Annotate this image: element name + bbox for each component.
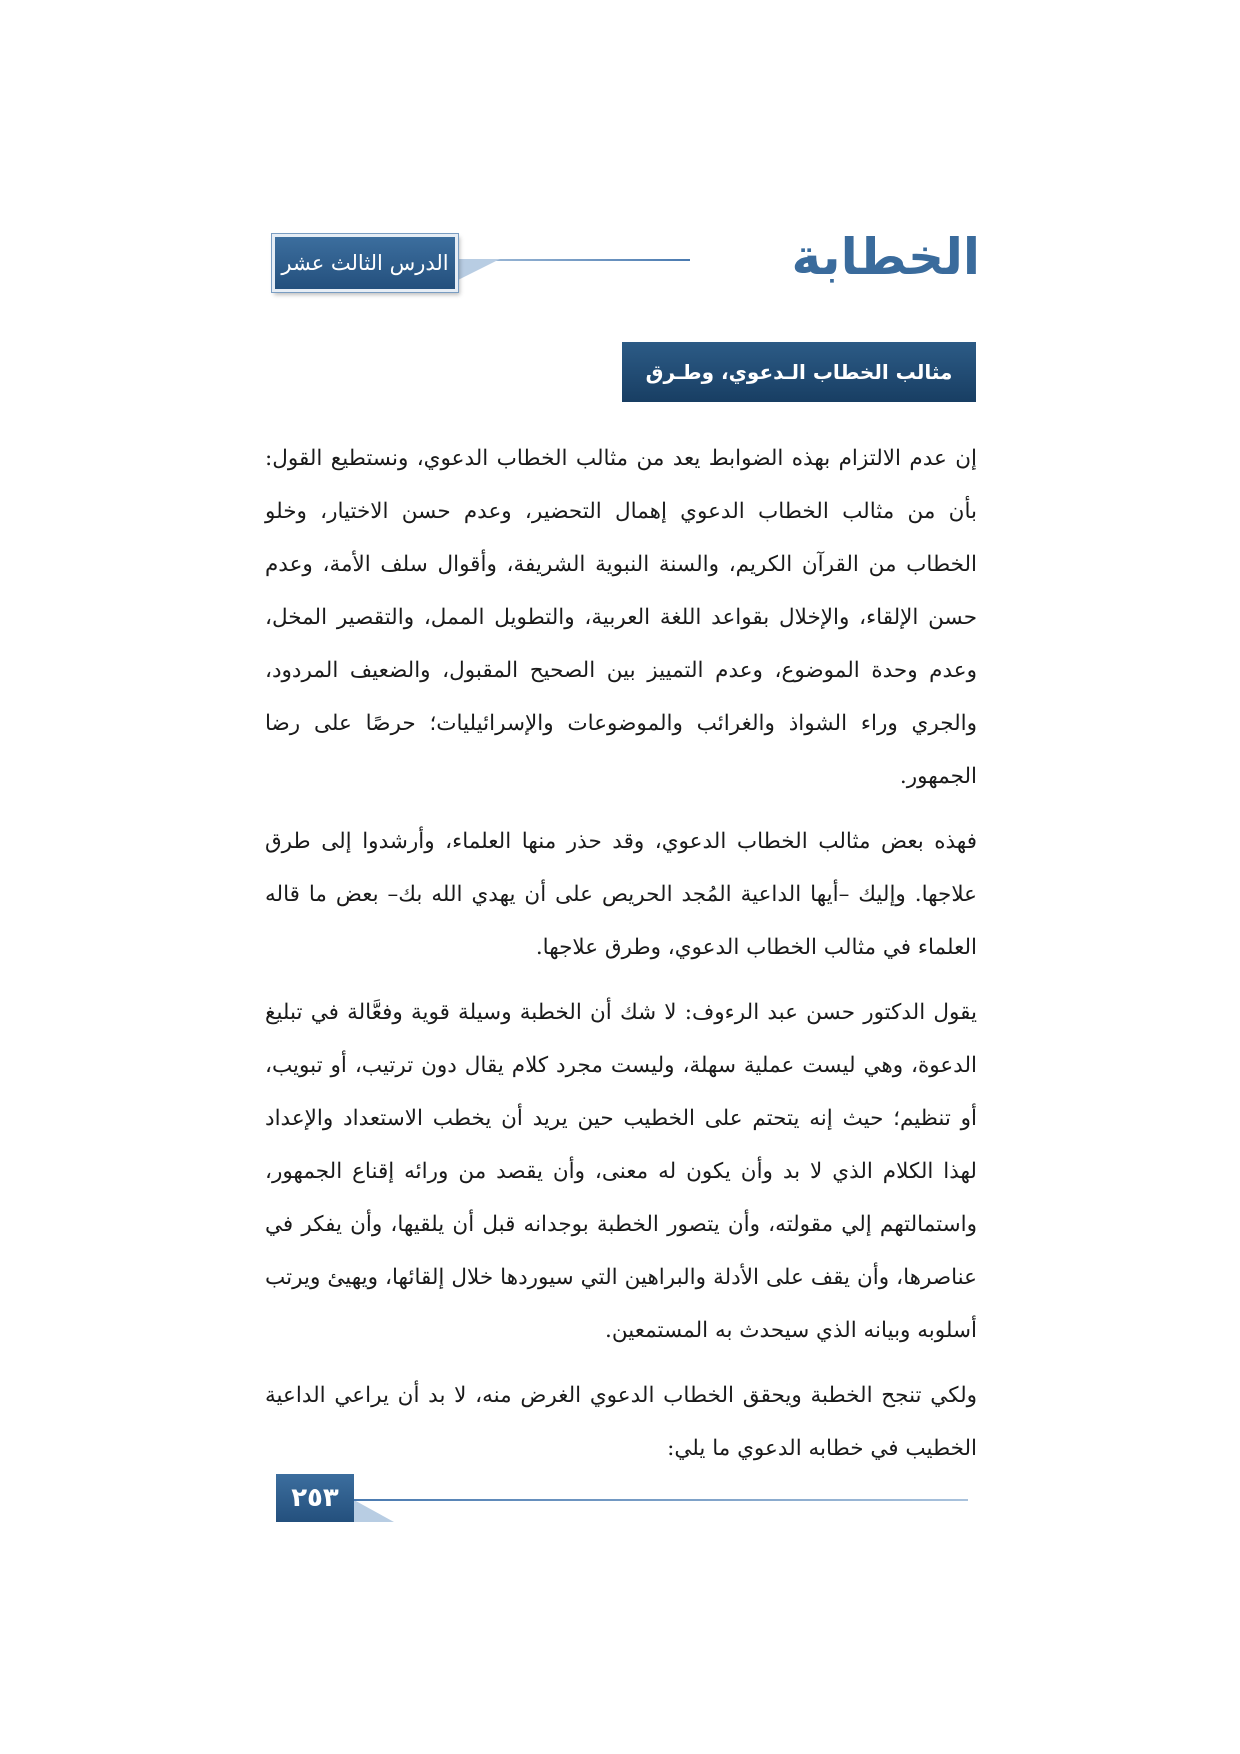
footer-wedge [354, 1500, 394, 1522]
page-number: ٢٥٣ [276, 1474, 354, 1522]
section-heading: مثالب الخطاب الـدعوي، وطـرق علاجها [622, 342, 976, 402]
lesson-badge: الدرس الثالث عشر [272, 234, 458, 292]
paragraph: إن عدم الالتزام بهذه الضوابط يعد من مثالب الخطاب الدعوي، ونستطيع القول: بأن من مثالب الخطاب الدعوي إهمال التحضير، وعدم حسن الاختيار، وخلو الخطاب من القرآن الكريم، والسنة النبوية الشريفة، وأقوال سلف الأمة، وعدم حسن الإلقاء، والإخلال بقواعد اللغة العربية، والتطويل الممل، والتقصير المخل، وعدم وحدة الموضوع، وعدم التمييز بين الصحيح المقبول، والضعيف المردود، والجري وراء الشواذ والغرائب والموضوعات والإسرائيليات؛ حرصًا على رضا الجمهور. [265, 446, 977, 789]
header-wedge [452, 259, 500, 283]
footer-divider [354, 1499, 968, 1501]
paragraph: فهذه بعض مثالب الخطاب الدعوي، وقد حذر منها العلماء، وأرشدوا إلى طرق علاجها. وإليك –أيها الداعية المُجد الحريص على أن يهدي الله بك– بعض ما قاله العلماء في مثالب الخطاب الدعوي، وطرق علاجها. [265, 829, 977, 960]
body-text [265, 432, 977, 1487]
book-title: الخطابة [791, 228, 980, 286]
paragraph: يقول الدكتور حسن عبد الرءوف: لا شك أن الخطبة وسيلة قوية وفعَّالة في تبليغ الدعوة، وهي ليست عملية سهلة، وليست مجرد كلام يقال دون ترتيب، أو تبويب، أو تنظيم؛ حيث إنه يتحتم على الخطيب حين يريد أن يخطب الاستعداد والإعداد لهذا الكلام الذي لا بد وأن يكون له معنى، وأن يقصد من ورائه إقناع الجمهور، واستمالتهم إلي مقولته، وأن يتصور الخطبة بوجدانه قبل أن يلقيها، وأن يفكر في عناصرها، وأن يقف على الأدلة والبراهين التي سيوردها خلال إلقائها، ويهيئ ويرتب أسلوبه وبيانه الذي سيحدث به المستمعين. [265, 1000, 977, 1343]
paragraph: ولكي تنجح الخطبة ويحقق الخطاب الدعوي الغرض منه، لا بد أن يراعي الداعية الخطيب في خطابه الدعوي ما يلي: [265, 1383, 977, 1461]
